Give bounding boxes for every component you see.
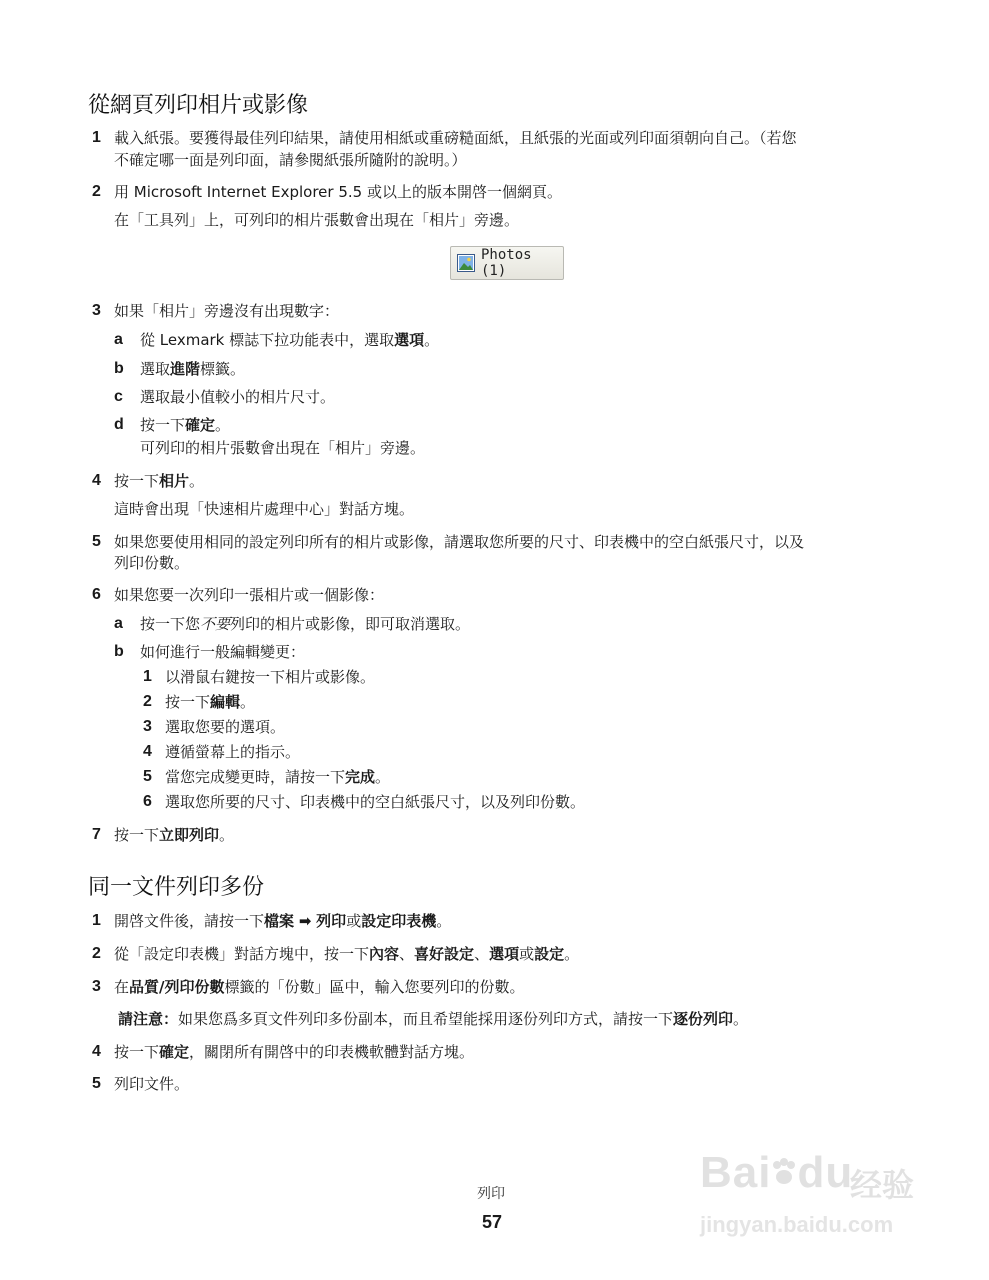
step-number: 1 — [92, 129, 101, 146]
step-text: 用 Microsoft Internet Explorer 5.5 或以上的版本開啓一個網頁。 — [114, 183, 562, 201]
photos-button-label: Photos (1) — [481, 247, 532, 279]
step-text: 如果您要使用相同的設定列印所有的相片或影像，請選取您所要的尺寸、印表機中的空白紙張尺寸，以及 — [114, 533, 805, 551]
footer-chapter-title: 列印 — [477, 1186, 505, 1202]
step-number: 3 — [92, 978, 101, 995]
step-note: 這時會出現「快速相片處理中心」對話方塊。 — [114, 500, 415, 518]
edit-step-text: 按一下編輯。 — [165, 693, 256, 711]
edit-step-number: 6 — [143, 793, 152, 810]
substep-text: 如何進行一般編輯變更： — [140, 643, 306, 661]
substep-letter: c — [114, 388, 123, 405]
step-text: 列印文件。 — [114, 1075, 190, 1093]
section-title: 同一文件列印多份 — [88, 875, 265, 900]
edit-step-number: 5 — [143, 768, 152, 785]
substep-text: 從 Lexmark 標誌下拉功能表中，選取選項。 — [140, 331, 440, 349]
substep-letter: a — [114, 331, 123, 348]
note-text: 請注意：如果您爲多頁文件列印多份副本，而且希望能採用逐份列印方式，請按一下逐份列印。 — [118, 1010, 749, 1028]
substep-note: 可列印的相片張數會出現在「相片」旁邊。 — [140, 439, 426, 457]
page-number: 57 — [482, 1212, 503, 1232]
substep-text: 按一下確定。 — [140, 416, 231, 434]
edit-step-text: 選取您所要的尺寸、印表機中的空白紙張尺寸，以及列印份數。 — [165, 793, 586, 811]
substep-text: 選取最小值較小的相片尺寸。 — [140, 388, 336, 406]
step-text: 從「設定印表機」對話方塊中，按一下內容、喜好設定、選項或設定。 — [114, 945, 580, 963]
step-text: 按一下確定，關閉所有開啓中的印表機軟體對話方塊。 — [114, 1043, 475, 1061]
step-number: 6 — [92, 586, 101, 603]
substep-letter: d — [114, 416, 124, 433]
step-text: 如果您要一次列印一張相片或一個影像： — [114, 586, 385, 604]
step-number: 3 — [92, 302, 101, 319]
step-text: 列印份數。 — [114, 554, 190, 572]
paw-icon — [771, 1148, 797, 1198]
step-text: 不確定哪一面是列印面，請參閱紙張所隨附的說明。） — [114, 151, 467, 169]
substep-letter: b — [114, 643, 124, 660]
edit-step-text: 以滑鼠右鍵按一下相片或影像。 — [165, 668, 376, 686]
edit-step-text: 遵循螢幕上的指示。 — [165, 743, 301, 761]
photo-icon — [457, 254, 475, 272]
edit-step-number: 2 — [143, 693, 152, 710]
watermark-brand-cn: 经验 — [850, 1166, 915, 1204]
substep-text: 選取進階標籤。 — [140, 360, 246, 378]
arrow-icon: ➡ — [298, 912, 312, 930]
step-note: 在「工具列」上，可列印的相片張數會出現在「相片」旁邊。 — [114, 211, 520, 229]
edit-step-number: 4 — [143, 743, 152, 760]
watermark-brand: Bai du — [700, 1148, 854, 1197]
watermark-url: jingyan.baidu.com — [700, 1212, 894, 1237]
step-number: 2 — [92, 945, 101, 962]
step-text: 按一下相片。 — [114, 472, 205, 490]
step-number: 4 — [92, 472, 101, 489]
step-text: 載入紙張。要獲得最佳列印結果，請使用相紙或重磅糙面紙，且紙張的光面或列印面須朝向自己。（若您 — [114, 129, 797, 147]
step-number: 5 — [92, 533, 101, 550]
step-number: 1 — [92, 912, 101, 929]
photos-toolbar-button[interactable] — [450, 246, 564, 280]
step-number: 4 — [92, 1043, 101, 1060]
step-number: 2 — [92, 183, 101, 200]
edit-step-number: 1 — [143, 668, 152, 685]
substep-letter: b — [114, 360, 124, 377]
step-number: 7 — [92, 826, 101, 843]
edit-step-text: 當您完成變更時，請按一下完成。 — [165, 768, 391, 786]
step-text: 在品質/列印份數標籤的「份數」區中，輸入您要列印的份數。 — [114, 978, 525, 996]
step-text: 開啓文件後，請按一下檔案 ➡ 列印或設定印表機。 — [114, 912, 452, 930]
step-text: 按一下立即列印。 — [114, 826, 235, 844]
section-title: 從網頁列印相片或影像 — [88, 93, 309, 118]
substep-letter: a — [114, 615, 123, 632]
substep-text: 按一下您不要列印的相片或影像，即可取消選取。 — [140, 615, 471, 633]
step-text: 如果「相片」旁邊沒有出現數字： — [114, 302, 340, 320]
edit-step-text: 選取您要的選項。 — [165, 718, 286, 736]
edit-step-number: 3 — [143, 718, 152, 735]
step-number: 5 — [92, 1075, 101, 1092]
baidu-watermark-logo — [700, 1130, 930, 1260]
